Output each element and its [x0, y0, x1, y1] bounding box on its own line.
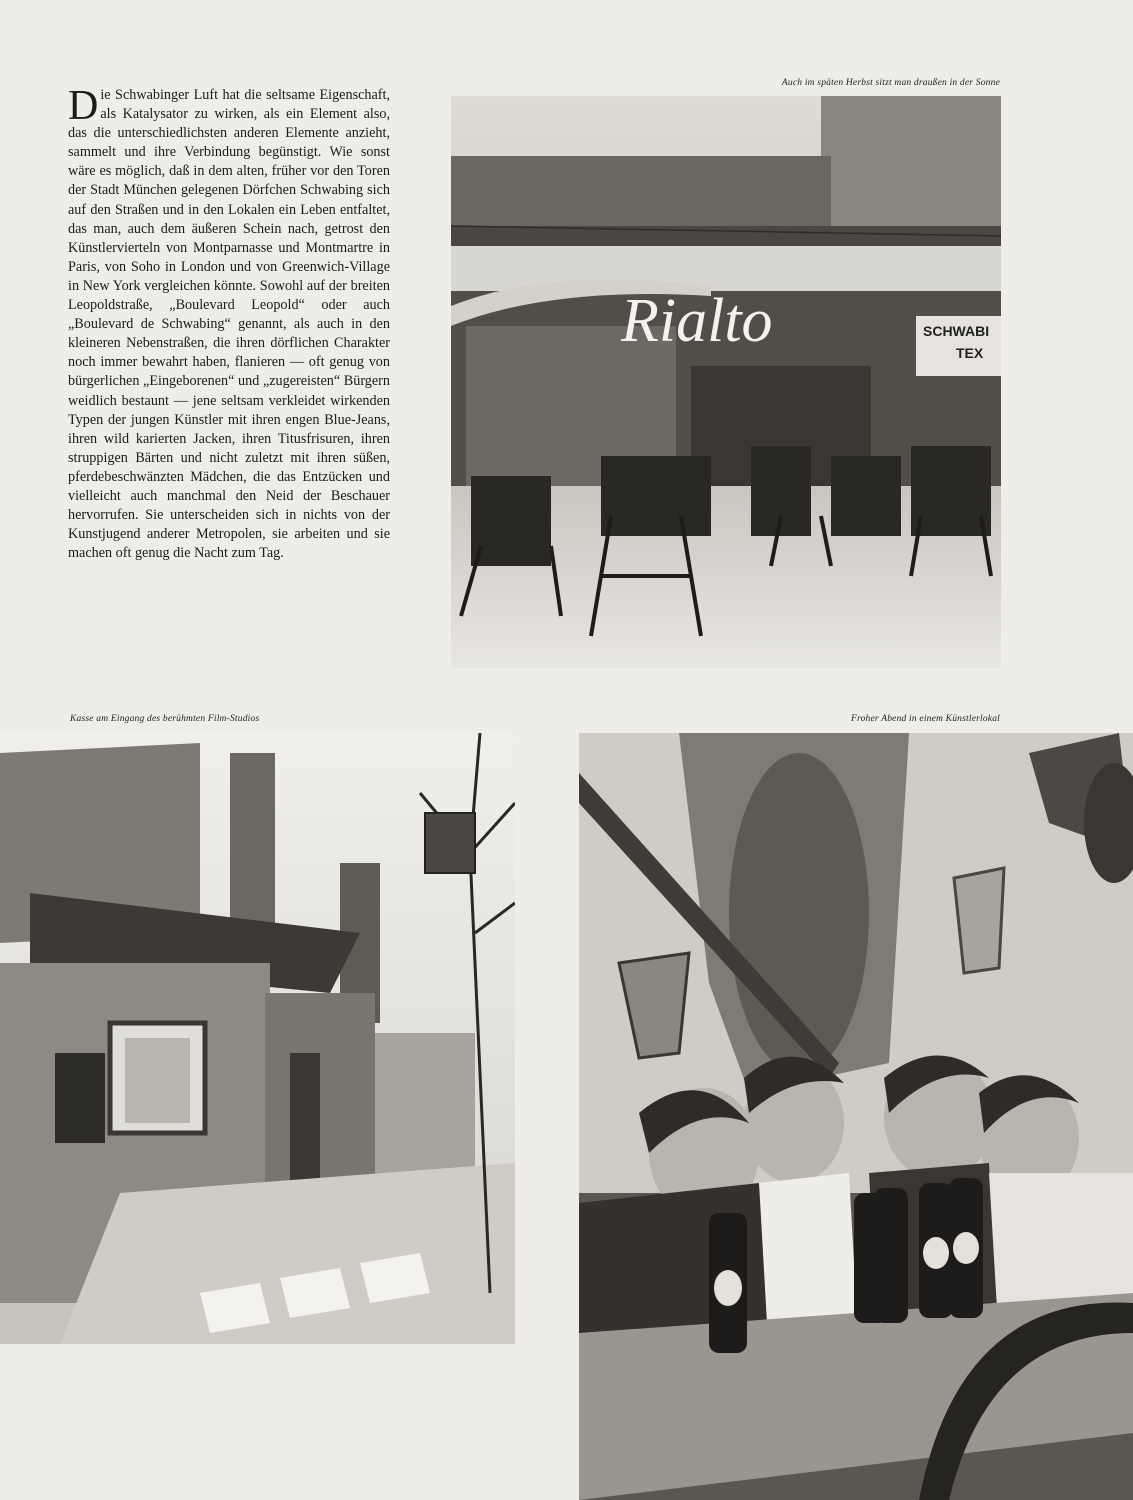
cafe-sign-text: Rialto	[621, 287, 773, 355]
photo-studio-entrance	[0, 733, 515, 1344]
photo-cafe-terrace	[451, 96, 1001, 668]
caption-studio: Kasse am Eingang des berühmten Film-Studios	[70, 714, 260, 724]
photo-artist-bar	[579, 733, 1133, 1500]
article-text	[68, 83, 390, 563]
drop-cap: D	[68, 83, 99, 129]
caption-cafe: Auch im späten Herbst sitzt man draußen in der Sonne	[781, 78, 1000, 88]
caption-lokal: Froher Abend in einem Künstlerlokal	[851, 714, 1000, 724]
article-body: ie Schwabinger Luft hat die seltsame Eigenschaft, als Katalysator zu wirken, als ein Element also, das die unterschiedlichsten anderen Elemente anzieht, sammelt und ihre Verbindung begünstigt. Wie sonst wäre es möglich, daß in dem alten, früher vor den Toren der Stadt München gelegenen Dörfchen Schwabing sich auf den Straßen und in den Lokalen ein Leben entfaltet, das man, auch dem äußeren Schein nach, getrost den Künstlervierteln von Montparnasse und Montmartre in Paris, von Soho in London und von Greenwich-Village in New York vergleichen könnte. Sowohl auf der breiten Leopoldstraße, „Boulevard Leopold“ oder auch „Boulevard de Schwabing“ genannt, als auch in den kleineren Nebenstraßen, die ihren dörflichen Charakter noch immer bewahrt haben, flanieren — oft genug von bürgerlichen „Eingeborenen“ und „zugereisten“ Bürgern weidlich bestaunt — jene seltsam verkleidet wirkenden Typen der jungen Künstler mit ihren engen Blue-Jeans, ihren wild karierten Jacken, ihren Titusfrisuren, ihren struppigen Bärten und nicht zuletzt mit ihren süßen, pferdebeschwänzten Mädchen, die das Entzücken und vielleicht auch manchmal den Neid der Beschauer hervorrufen. Sie unterscheiden sich in nichts von der Kunstjugend anderer Metropolen, sie arbeiten und sie machen oft genug die Nacht zum Tag.	[68, 87, 390, 562]
cafe-sign-right: SCHWABI	[923, 323, 990, 339]
cafe-sign-right-2: TEX	[956, 345, 984, 361]
